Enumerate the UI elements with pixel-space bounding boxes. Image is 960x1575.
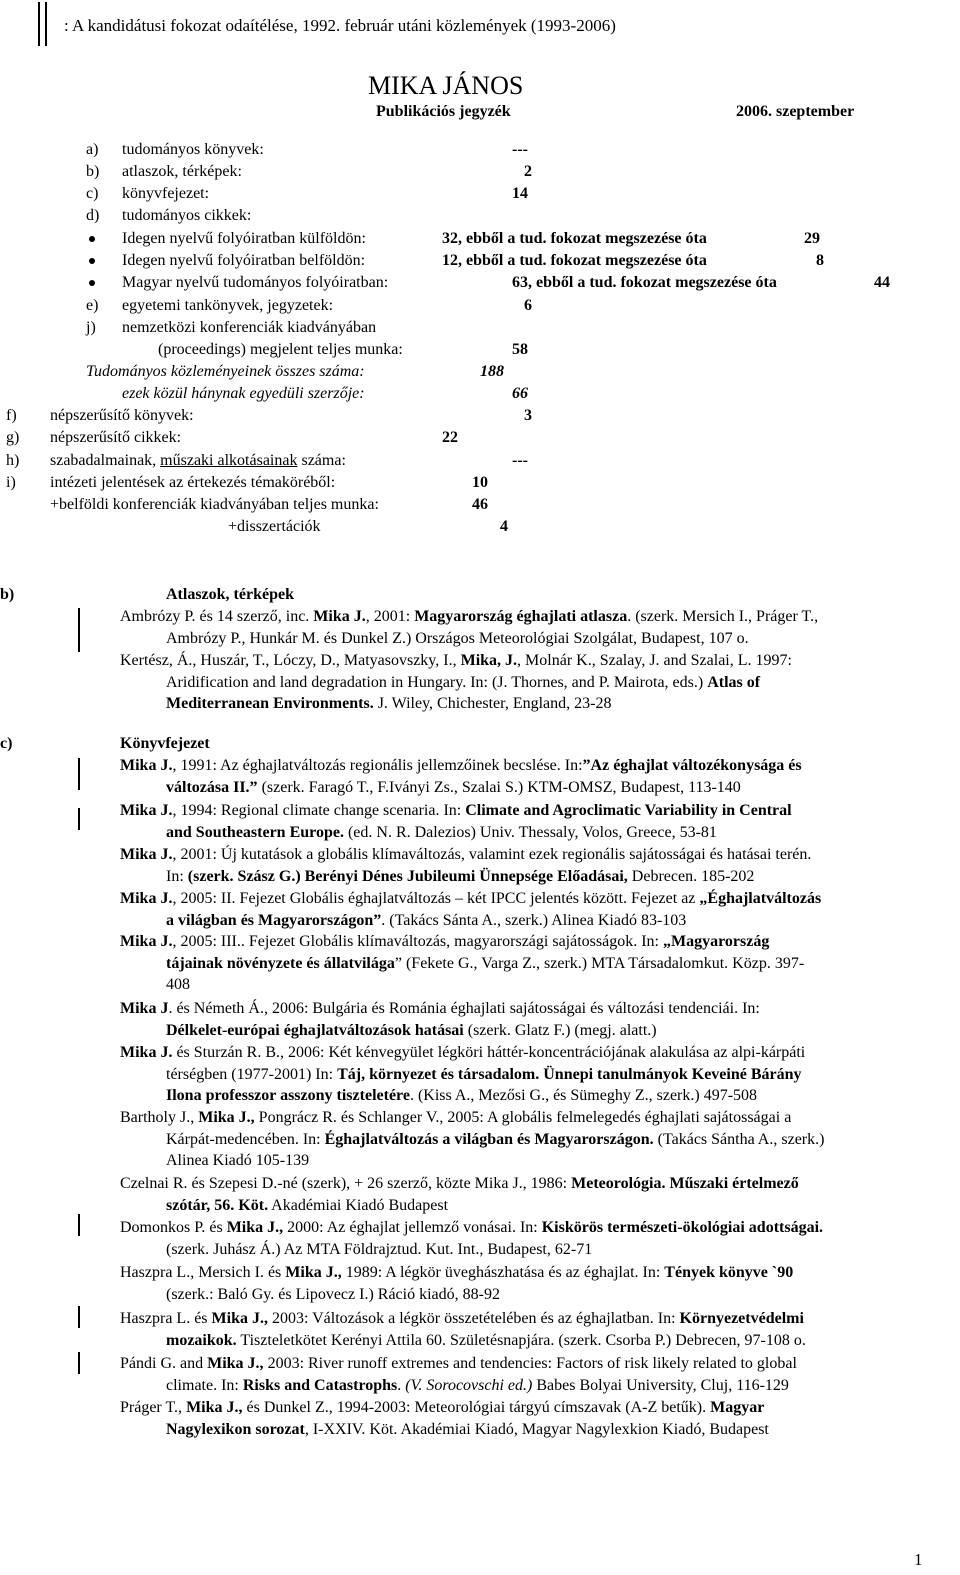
text: , 2001: <box>365 608 415 625</box>
text: climate. In: <box>166 1376 243 1394</box>
summary-j-text: nemzetközi konferenciák kiadványában <box>122 319 377 336</box>
summary-h-value: --- <box>512 452 528 469</box>
chapter-entry-5 <box>120 931 952 996</box>
text: ” (Fekete G., Varga Z., szerk.) MTA Társadalomkut. Közp. 397- <box>394 954 805 972</box>
summary-i-label: i) <box>6 474 16 491</box>
work-title: Nagylexikon sorozat <box>166 1420 305 1438</box>
summary-e-value: 6 <box>524 297 532 314</box>
summary-f-text: népszerűsítő könyvek: <box>50 407 194 424</box>
text: (szerk. Faragó T., F.Iványi Zs., Szalai S.) KTM-OMSZ, Budapest, 113-140 <box>257 778 741 796</box>
summary-a-label: a) <box>86 141 99 158</box>
summary-d1-value <box>442 229 707 249</box>
author-highlight: Mika J., <box>198 1109 255 1126</box>
text: Tiszteletkötet Kerényi Attila 60. Születésnapjára. (szerk. Csorba P.) Debrecen, 97-108 o. <box>236 1331 806 1349</box>
summary-d1-text: Idegen nyelvű folyóiratban külföldön: <box>122 230 366 247</box>
summary-j-label: j) <box>86 319 96 336</box>
summary-d-label: d) <box>86 207 100 224</box>
atlas-entry-2 <box>120 650 952 715</box>
chapter-entry-13 <box>120 1353 952 1396</box>
work-title: Magyar <box>710 1399 765 1416</box>
text: 408 <box>166 976 190 993</box>
work-title: mozaikok. <box>166 1331 237 1349</box>
summary-d2-value: 12, ebből a tud. fokozat megszezése óta <box>442 252 707 269</box>
work-title: Mediterranean Environments. <box>166 695 374 712</box>
text: (ed. N. R. Dalezios) Univ. Thessaly, Volos, Greece, 53-81 <box>343 823 717 841</box>
author-highlight: Mika J., <box>285 1264 342 1281</box>
chapter-entry-12 <box>120 1308 952 1351</box>
summary-b-label: b) <box>86 163 100 180</box>
text: Ambrózy P. és 14 szerző, inc. <box>120 608 314 625</box>
text: Aridification and land degradation in Hungary. In: (J. Thornes, and P. Mairota, eds.) <box>166 673 708 691</box>
section-c-bar <box>78 1214 80 1236</box>
author-highlight: Mika J. <box>120 802 173 819</box>
author-highlight: Mika J., <box>207 1355 264 1372</box>
summary-i-text: intézeti jelentések az értekezés témaköréből: <box>50 474 336 491</box>
author-highlight: Mika J. <box>313 608 366 625</box>
work-title: a világban és Magyarországon” <box>166 911 382 929</box>
header-bar-right <box>45 2 47 46</box>
work-title: változása II.” <box>166 778 258 796</box>
summary-total-value: 188 <box>480 363 504 380</box>
text: In: <box>166 867 188 885</box>
text: Akadémiai Kiadó Budapest <box>268 1196 449 1214</box>
text: , 1994: Regional climate change scenaria. In: <box>172 802 466 819</box>
summary-g-value: 22 <box>442 429 458 446</box>
summary-f-value: 3 <box>524 407 532 424</box>
work-title: tájainak növényzete és állatvilága <box>166 954 395 972</box>
atlas-entry-1 <box>120 606 952 649</box>
text: , 1991: Az éghajlatváltozás regionális jellemzőinek becslése. In: <box>172 757 583 774</box>
text: , 2001: Új kutatások a globális klímaváltozás, valamint ezek regionális sajátosságai és hatásai terén. <box>172 846 812 863</box>
section-b-letter: b) <box>0 586 15 603</box>
summary-diss-value: 4 <box>500 518 508 535</box>
text: Haszpra L. és <box>120 1310 212 1327</box>
work-title: Éghajlatváltozás a világban és Magyarországon. <box>324 1130 654 1148</box>
editor: (V. Sorocovschi ed.) <box>405 1376 533 1394</box>
chapter-entry-2 <box>120 800 952 843</box>
summary-a-value: --- <box>512 141 528 158</box>
author-highlight: Mika J. <box>120 933 173 950</box>
work-title: and Southeastern Europe. <box>166 823 344 841</box>
text: Práger T., <box>120 1399 187 1416</box>
bullet-icon <box>89 258 95 264</box>
chapter-entry-10 <box>120 1217 952 1260</box>
chapter-entry-14 <box>120 1397 952 1440</box>
summary-d3-text: Magyar nyelvű tudományos folyóiratban: <box>122 274 389 291</box>
text: és Dunkel Z., 1994-2003: Meteorológiai tárgyú címszavak (A-Z betűk). <box>242 1399 711 1416</box>
summary-g-label: g) <box>6 429 20 446</box>
section-c-letter: c) <box>0 735 13 752</box>
work-title: Atlas of <box>707 673 761 691</box>
author-highlight: Mika J. <box>120 1044 173 1061</box>
chapter-entry-7 <box>120 1042 952 1107</box>
summary-d2-text: Idegen nyelvű folyóiratban belföldön: <box>122 252 366 269</box>
section-c-bar <box>78 808 80 830</box>
work-title: Meteorológia. Műszaki értelmező <box>571 1175 799 1192</box>
summary-conf-value: 46 <box>472 496 488 513</box>
text: 1989: A légkör üveghászhatása és az éghajlat. In: <box>341 1264 665 1281</box>
work-title: Táj, környezet és társadalom. Ünnepi tanulmányok Keveiné Bárány <box>337 1065 802 1083</box>
summary-h-part3: száma: <box>297 452 346 469</box>
bullet-icon <box>89 280 95 286</box>
section-b-title: Atlaszok, térképek <box>166 586 294 603</box>
text: , I-XXIV. Köt. Akadémiai Kiadó, Magyar Nagylexkion Kiadó, Budapest <box>304 1420 769 1438</box>
summary-c-text: könyvfejezet: <box>122 185 210 202</box>
summary-h-label: h) <box>6 452 20 469</box>
section-c-bar <box>78 1352 80 1374</box>
section-c-title: Könyvfejezet <box>120 735 210 752</box>
author-highlight: Mika, J. <box>460 652 518 669</box>
chapter-entry-3 <box>120 844 952 887</box>
text: 2000: Az éghajlat jellemző vonásai. In: <box>283 1219 542 1236</box>
summary-d1-num: 29 <box>804 230 820 247</box>
text: Domonkos P. és <box>120 1219 227 1236</box>
author-highlight: Mika J., <box>226 1219 284 1236</box>
summary-h-text <box>50 451 346 471</box>
author-highlight: Mika J., <box>211 1310 268 1327</box>
chapter-entry-8 <box>120 1107 952 1172</box>
section-b-bar <box>78 608 80 652</box>
work-title: „Éghajlatváltozás <box>699 890 822 907</box>
text: (Takács Sántha A., szerk.) <box>653 1130 825 1148</box>
text: . és Németh Á., 2006: Bulgária és Románia éghajlati sajátosságai és változási tendenciái. In: <box>168 1000 760 1017</box>
work-title: Risks and Catastrophs <box>242 1376 398 1394</box>
text: Pongrácz R. és Schlanger V., 2005: A globális felmelegedés éghajlati sajátosságai a <box>254 1109 792 1126</box>
work-title: Tények könyve `90 <box>664 1264 794 1281</box>
header-title: : A kandidátusi fokozat odaítélése, 1992. február utáni közlemények (1993-2006) <box>64 16 616 35</box>
text: 2003: Változások a légkör összetételében és az éghajlatban. In: <box>267 1310 680 1327</box>
summary-c-label: c) <box>86 185 99 202</box>
text: , Molnár K., Szalay, J. and Szalai, L. 1997: <box>517 652 792 669</box>
text: Ambrózy P., Hunkár M. és Dunkel Z.) Országos Meteorológiai Szolgálat, Budapest, 107 o. <box>166 629 749 647</box>
summary-h-part1: szabadalmainak, <box>50 452 161 469</box>
chapter-entry-1 <box>120 755 952 798</box>
work-title: Climate and Agroclimatic Variability in Central <box>465 802 792 819</box>
summary-conf-text: +belföldi konferenciák kiadványában teljes munka: <box>50 496 379 513</box>
text: , 2005: III.. Fejezet Globális klímaváltozás, magyarországi sajátosságok. In: <box>172 933 663 950</box>
work-title: Ilona professzor asszony tiszteletére <box>166 1087 410 1104</box>
author-name: MIKA JÁNOS <box>368 71 524 100</box>
text: . (Kiss A., Mezősi G., és Sümeghy Z., szerk.) 497-508 <box>409 1087 758 1104</box>
work-title: Kiskörös természeti-ökológiai adottságai. <box>541 1219 824 1236</box>
text: J. Wiley, Chichester, England, 23-28 <box>373 695 612 712</box>
author-highlight: Mika J <box>120 1000 169 1017</box>
text: (szerk.: Baló Gy. és Lipovecz I.) Ráció kiadó, 88-92 <box>166 1285 500 1303</box>
summary-a-text: tudományos könyvek: <box>122 141 264 158</box>
author-highlight: Mika J., <box>186 1399 243 1416</box>
text: és Sturzán R. B., 2006: Két kénvegyület légköri háttér-koncentrációjának alakulása az alpi-kárpáti <box>172 1044 806 1061</box>
work-title: szótár, 56. Köt. <box>166 1196 269 1214</box>
author-highlight: Mika J. <box>120 890 173 907</box>
section-c-bar <box>78 758 80 790</box>
text: Pándi G. and <box>120 1355 208 1372</box>
author-highlight: Mika J. <box>120 757 173 774</box>
text: Kárpát-medencében. In: <box>166 1130 325 1148</box>
doc-date: 2006. szeptember <box>736 103 855 120</box>
summary-total-text: Tudományos közleményeinek összes száma: <box>86 363 365 380</box>
summary-d1-count: 32, ebből a tud. fokozat megszezése óta <box>442 230 707 247</box>
work-title: Délkelet-európai éghajlatváltozások hatásai <box>166 1021 464 1039</box>
summary-i-value: 10 <box>472 474 488 491</box>
summary-single-value: 66 <box>512 385 528 402</box>
text: , 2005: II. Fejezet Globális éghajlatváltozás – két IPCC jelentés között. Fejezet az <box>172 890 700 907</box>
summary-h-part2: műszaki alkotásainak <box>160 452 298 469</box>
summary-e-text: egyetemi tankönyvek, jegyzetek: <box>122 297 334 314</box>
work-title: Magyarország éghajlati atlasza <box>414 608 628 625</box>
summary-j2-text: (proceedings) megjelent teljes munka: <box>158 341 403 358</box>
summary-d-text: tudományos cikkek: <box>122 207 252 224</box>
text: Babes Bolyai University, Cluj, 116-129 <box>532 1376 789 1394</box>
bullet-icon <box>89 236 95 242</box>
doc-subtitle: Publikációs jegyzék <box>376 103 511 120</box>
text: . (Takács Sánta A., szerk.) Alinea Kiadó 83-103 <box>381 911 687 929</box>
work-title: „Magyarország <box>662 933 770 950</box>
text: (szerk. Juhász Á.) Az MTA Földrajztud. Kut. Int., Budapest, 62-71 <box>166 1240 593 1258</box>
summary-b-text: atlaszok, térképek: <box>122 163 242 180</box>
text: Bartholy J., <box>120 1109 199 1126</box>
text: (szerk. Glatz F.) (megj. alatt.) <box>463 1021 657 1039</box>
summary-d3-value: 63, ebből a tud. fokozat megszezése óta <box>512 274 777 291</box>
page-number: 1 <box>914 1550 923 1569</box>
text: Debrecen. 185-202 <box>627 867 755 885</box>
summary-f-label: f) <box>6 407 17 424</box>
text: 2003: River runoff extremes and tendencies: Factors of risk likely related to global <box>263 1355 797 1372</box>
work-title: ”Az éghajlat változékonysága és <box>582 757 802 774</box>
header-bar-left <box>38 2 40 46</box>
author-highlight: Mika J. <box>120 846 173 863</box>
chapter-entry-4 <box>120 888 952 931</box>
text: térségben (1977-2001) In: <box>166 1065 338 1083</box>
text: . (szerk. Mersich I., Práger T., <box>627 608 819 625</box>
work-title: Környezetvédelmi <box>679 1310 804 1327</box>
text: Alinea Kiadó 105-139 <box>166 1152 310 1169</box>
summary-e-label: e) <box>86 297 99 314</box>
summary-b-value: 2 <box>524 163 532 180</box>
summary-d3-num: 44 <box>874 274 890 291</box>
summary-diss-text: +disszertációk <box>228 518 321 535</box>
summary-single-text: ezek közül hánynak egyedüli szerzője: <box>122 385 365 402</box>
section-c-bar <box>78 1306 80 1328</box>
text: Czelnai R. és Szepesi D.-né (szerk), + 26 szerző, közte Mika J., 1986: <box>120 1175 572 1192</box>
summary-g-text: népszerűsítő cikkek: <box>50 429 182 446</box>
text: . <box>397 1376 406 1394</box>
work-title: (szerk. Szász G.) Berényi Dénes Jubileumi Ünnepsége Előadásai, <box>187 867 628 885</box>
summary-j-value: 58 <box>512 341 528 358</box>
summary-d2-num: 8 <box>816 252 824 269</box>
chapter-entry-11 <box>120 1262 952 1305</box>
summary-c-value: 14 <box>512 185 528 202</box>
text: Kertész, Á., Huszár, T., Lóczy, D., Matyasovszky, I., <box>120 652 461 669</box>
chapter-entry-6 <box>120 998 952 1041</box>
text: Haszpra L., Mersich I. és <box>120 1264 286 1281</box>
chapter-entry-9 <box>120 1173 952 1216</box>
